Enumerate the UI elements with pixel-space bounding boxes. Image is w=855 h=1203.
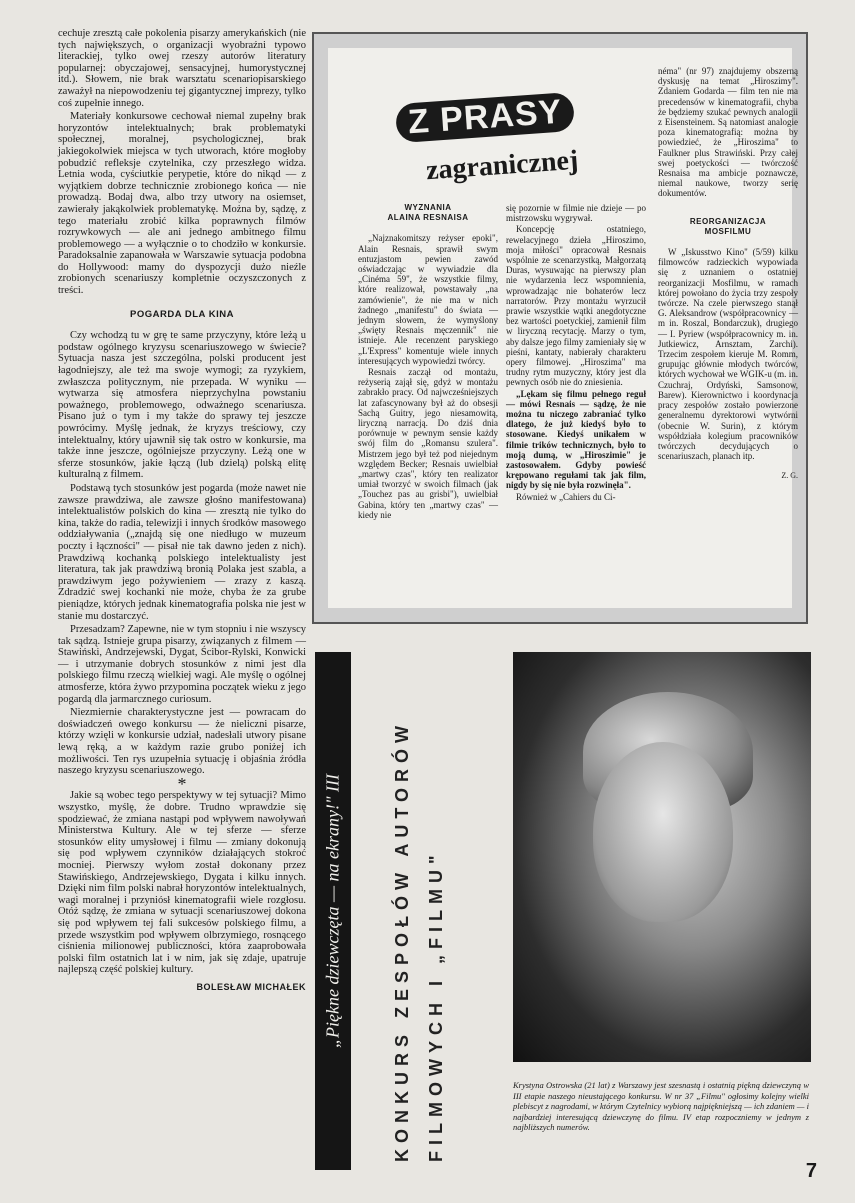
paragraph: Jakie są wobec tego perspektywy w tej sytuacji? Mimo wszystko, myślę, że dobre. Trudno wprawdzie się spodziewać, że zmiana nastąpi pod wpływem nawoływań Ministerstwa Kultury. Ale w tej sferze — sferze stosunków elity umysłowej i filmu — zmiany dokonują się pod wpływem czynników działających stokroć mocniej. Pierwszy wyłom został dokonany przez Stawińskiego, Andrzejewskiego, Dygata i kilku innych. Dzięki nim film polski nabrał horyzontów intelektualnych, wagi moralnej i przyniósł kinematografii wiele rozgłosu. Otóż sądzę, że zmiana w sytuacji scenariuszowej dokona się pod wpływem tej fali sukcesów polskiego filmu, a przede wszystkim pod wpływem olbrzymiego, rosnącego ciśnienia milionowej publiczności, która zaaprobowała polski film ostatnich lat i w nim, jak się zdaje, upatruje najlepszą część polskiej kultury. <box>58 790 306 976</box>
banner-line-1: KONKURS ZESPOŁÓW AUTORÓW <box>392 720 412 1162</box>
author-signature: BOLESŁAW MICHAŁEK <box>196 981 306 992</box>
press-logo-top: Z PRASY <box>395 92 576 143</box>
paragraph: się pozornie w filmie nie dzieje — po mistrzowsku wygrywał. <box>506 203 646 224</box>
foreign-press-inner <box>328 48 798 608</box>
press-heading: REORGANIZACJA <box>689 216 767 226</box>
section-separator: * <box>177 773 187 794</box>
paragraph: Niezmiernie charakterystyczne jest — powracam do doświadczeń owego konkursu — że nieliczni pisarze, którzy wzięli w konkursie udział, nadesłali utwory pisane lewą ręką, a w każdym razie grubo poniżej ich możliwości. Ten rys uzupełnia sytuację i objaśnia źródła naszego kryzysu scenariuszowego. <box>58 707 306 777</box>
portrait-photo <box>513 652 811 1062</box>
section-heading: POGARDA DLA KINA <box>130 308 234 320</box>
page-number: 7 <box>805 1160 817 1182</box>
paragraph: Resnais zaczął od montażu, reżyserią zajął się, gdyż w montażu zabrakło pracy. Od najwcześniejszych lat zafascynowany był aż do obsesji Sachą Guitry, jego niesamowitą, liryczną narracją. Do dziś dnia porównuje w pewnym sensie każdy swój film do „Romansu szulera". Mistrzem jego był też pod niejednym względem Becker; Resnais uwielbiał „martwy czas", który ten realizator umiał tworzyć w swoich filmach (jak „Touchez pas au grisbi"), uwielbiał Gabina, który ten „martwy czas" — kiedy nie <box>358 367 498 520</box>
paragraph: „Najznakomitszy reżyser epoki", Alain Resnais, sprawił swym entuzjastom pewien zawód oświadczając w wywiadzie dla „Cinéma 59", że wszystkie filmy, które realizował, powstawały „na zamówienie", że nie ma w nich żadnego „manifestu" do świata — jednym słowem, że wymyślony „święty Resnais męczennik" nie istnieje. Ale recenzent paryskiego „L'Express" komentuje wiele innych interesujących wypowiedzi twórcy. <box>358 233 498 366</box>
paragraph: Materiały konkursowe cechował niemal zupełny brak horyzontów intelektualnych; brak problematyki społecznej, moralnej, psychologicznej, brak jakiegokolwiek miejsca w tych utworach, które mogłoby pobudzić refleksje czytelnika, czy przeszłego widza. Letnia woda, cyściutkie perypetie, które do nikąd — z wyjątkiem dobrze technicznie zrobionego końca — nie prowadzą. Bodaj dwa, albo trzy utwory na osiemset, zawierały jakąkolwiek problematykę. Można by, sądzę, z tego materiału zrobić kilka poprawnych filmów rozrywkowych — ale ani jednego ambitnego filmu problemowego — a wyłącznie o to chodziło w konkursie. Paradoksalnie zapanowała w Warszawie sytuacja podobna do Hollywood: mamy do dyspozycji dużo nieźle zrobionych scenariuszy kompletnie oczyszczonych z treści. <box>58 111 306 297</box>
paragraph: „Lękam się filmu pełnego reguł — mówi Resnais — sądzę, że nie można tu niczego zabraniać tylko dlatego, że już kiedyś było to stosowane. Kiedyś unikałem w filmie trików technicznych, było to moją dumą, w „Hiroszimie" je zastosowałem. Gdyby powieść krępowano regułami tak jak film, nigdy by się nie była rozwinęła". <box>506 388 646 491</box>
banner-text: „Piękne dziewczęta — na ekrany!" III <box>322 774 343 1048</box>
paragraph: cechuje zresztą całe pokolenia pisarzy amerykańskich (nie tych największych, o organizacji wyobraźni typowo literackiej, tylko owej rzeszy autorów literatury popularnej: obyczajowej, sensacyjnej, humorystycznej itd.). Słowem, nie brak warsztatu scenariopisarskiego zaważył na niepowodzeniu tej gigantycznej imprezy, tylko coś zupełnie innego. <box>58 28 306 109</box>
contest-banner-grey <box>384 652 454 1170</box>
contest-banner-black <box>315 652 351 1170</box>
paragraph: Czy wchodzą tu w grę te same przyczyny, które leżą u podstaw ogólnego kryzysu scenariuszowego w świecie? Sytuacja nasza jest szczególna, polski producent jest łagodniejszy, ale też ma swoje wymogi; za ryzykiem, zwłaszcza politycznym, nie przepada. W wyniku — wytwarza się atmosfera nieprzychylna powstaniu poważnego, problemowego, odważnego scenariusza. Pisano już o tym i my także do sprawy tej jeszcze powrócimy. Myślę jednak, że kryzys treściowy, czy intelektualny, który ujawnił się tak ostro w konkursie, ma także inne jeszcze, ogólniejsze przyczyny. Leżą one w sferze stosunków, jakie łączą (lub dzielą) polską elitę kulturalną z filmem. <box>58 330 306 481</box>
main-article <box>58 28 306 996</box>
paragraph: Podstawą tych stosunków jest pogarda (może nawet nie zawsze prawdziwa, ale zawsze głośno manifestowana) intelektualistów polskich do kina — zresztą nie tylko do kina, także do radia, telewizji i innych środków masowego oddziaływania („znajdą się one niedługo w muzeum poczty i łączności" — pisał nie tak dawno jeden z nich). Prawdziwą kochanką polskiego intelektualisty jest literatura, tak jak prawdziwą bronią Polaka jest szabla, a prawdziwym jego pożywieniem — zrazy z kaszą. Zdradzić swej kochanki nie może, chyba że za grube pieniądze, których jednak kinematografia polska nie jest w stanie mu dostarczyć. <box>58 482 306 622</box>
press-heading: WYZNANIA <box>404 203 452 212</box>
press-logo-bottom: zagranicznej <box>425 144 580 187</box>
photo-caption: Krystyna Ostrowska (21 lat) z Warszawy jest szesnastą i ostatnią piękną dziewczyną w III etapie naszego nieustającego konkursu. W nr 37 „Filmu" ogłosimy kolejny wielki plebiscyt z nagrodami, w którym Czytelnicy wybiorą najpiękniejszą — ich zdaniem — i najbardziej interesującą dziewczynę do filmu. IV etap rozpoczniemy w jednym z najbliższych numerów. <box>513 1080 809 1132</box>
paragraph: Również w „Cahiers du Ci- <box>516 491 616 502</box>
press-column-3 <box>658 66 798 483</box>
paragraph: W „Iskusstwo Kino" (5/59) kilku filmowców radzieckich wypowiada się z uznaniem o ostatniej reorganizacji Mosfilmu, w ramach której powołano do życia trzy zespoły twórcze. Na czele pierwszego stanął G. Aleksandrow (współpracownicy — m in. Roszal, Bondarczuk), drugiego — I. Pyriew (współpracownicy m. in. Jutkiewicz, Arnsztam, Zarchi). Trzecim zespołem kieruje M. Romm, grupując głównie młodych twórców, których wychował we WGIK-u (m. in. Czuchraj, Ordyński, Samsonow, Barew). Kierownictwo i koordynacja pracy zespołów zostało powierzone generalnemu dyrektorowi wytwórni (obecnie W. Surin), z którym współdziała kolegium pracowników twórczych decydujących o scenariuszach, planach itp. <box>658 247 798 462</box>
paragraph: Koncepcję ostatniego, rewelacyjnego dzieła „Hiroszimo, moja miłości" opracował Resnais wspólnie ze scenarzystką, Małgorzatą Duras, wysuwając na pierwszy plan nie wydarzenia lecz wspomnienia, wprowadzając nie bohaterów lecz narratorów. Przy montażu wyrzucił prawie wszystkie wątki anegdotyczne bez wartości poetyckiej, zamienił film w liryczną recytację. Marzy o tym, aby dalsze jego filmy zamieniały się w pieśni, kantaty, nabierały charakteru opery filmowej. „Hiroszima" ma trudny rytm muzyczny, który jest dla pewnych osób nie do zniesienia. <box>506 224 646 388</box>
press-logo <box>386 88 596 208</box>
press-signature: Z. G. <box>781 471 798 481</box>
paragraph: néma" (nr 97) znajdujemy obszerną dyskusję na temat „Hiroszimy". Zdaniem Godarda — film ten nie ma precedensów w kinematografii, chyba że będziemy szukać pewnych analogii z Eisensteinem. Są natomiast analogie poza kinematografią: można by powiedzieć, że „Hiroszima" to Faulkner plus Strawiński. Przy całej swej poetyckości — twórczość Resnaisa ma ambicje poznawcze, niemal naukowe, tworzy serię dokumentów. <box>658 66 798 199</box>
press-column-1 <box>358 203 498 521</box>
press-heading: MOSFILMU <box>704 226 752 236</box>
paragraph: Przesadzam? Zapewne, nie w tym stopniu i nie wszyscy tak sądzą. Istnieje grupa pisarzy, związanych z filmem — Stawiński, Andrzejewski, Dygat, Ścibor-Rylski, Konwicki — i utrzymanie dobrych stosunków z nimi jest dla polskiego filmu rzeczą wielkiej wagi. Ale myślę o ogólnej atmosferze, która żywo przypomina początek wieku z jego pogardą dla jarmarcznego curiosum. <box>58 624 306 705</box>
press-heading: ALAINA RESNAISA <box>387 213 469 223</box>
banner-line-2: FILMOWYCH I „FILMU" <box>426 849 446 1162</box>
foreign-press-box <box>312 32 808 624</box>
press-column-2 <box>506 203 646 503</box>
portrait-face <box>593 742 733 922</box>
